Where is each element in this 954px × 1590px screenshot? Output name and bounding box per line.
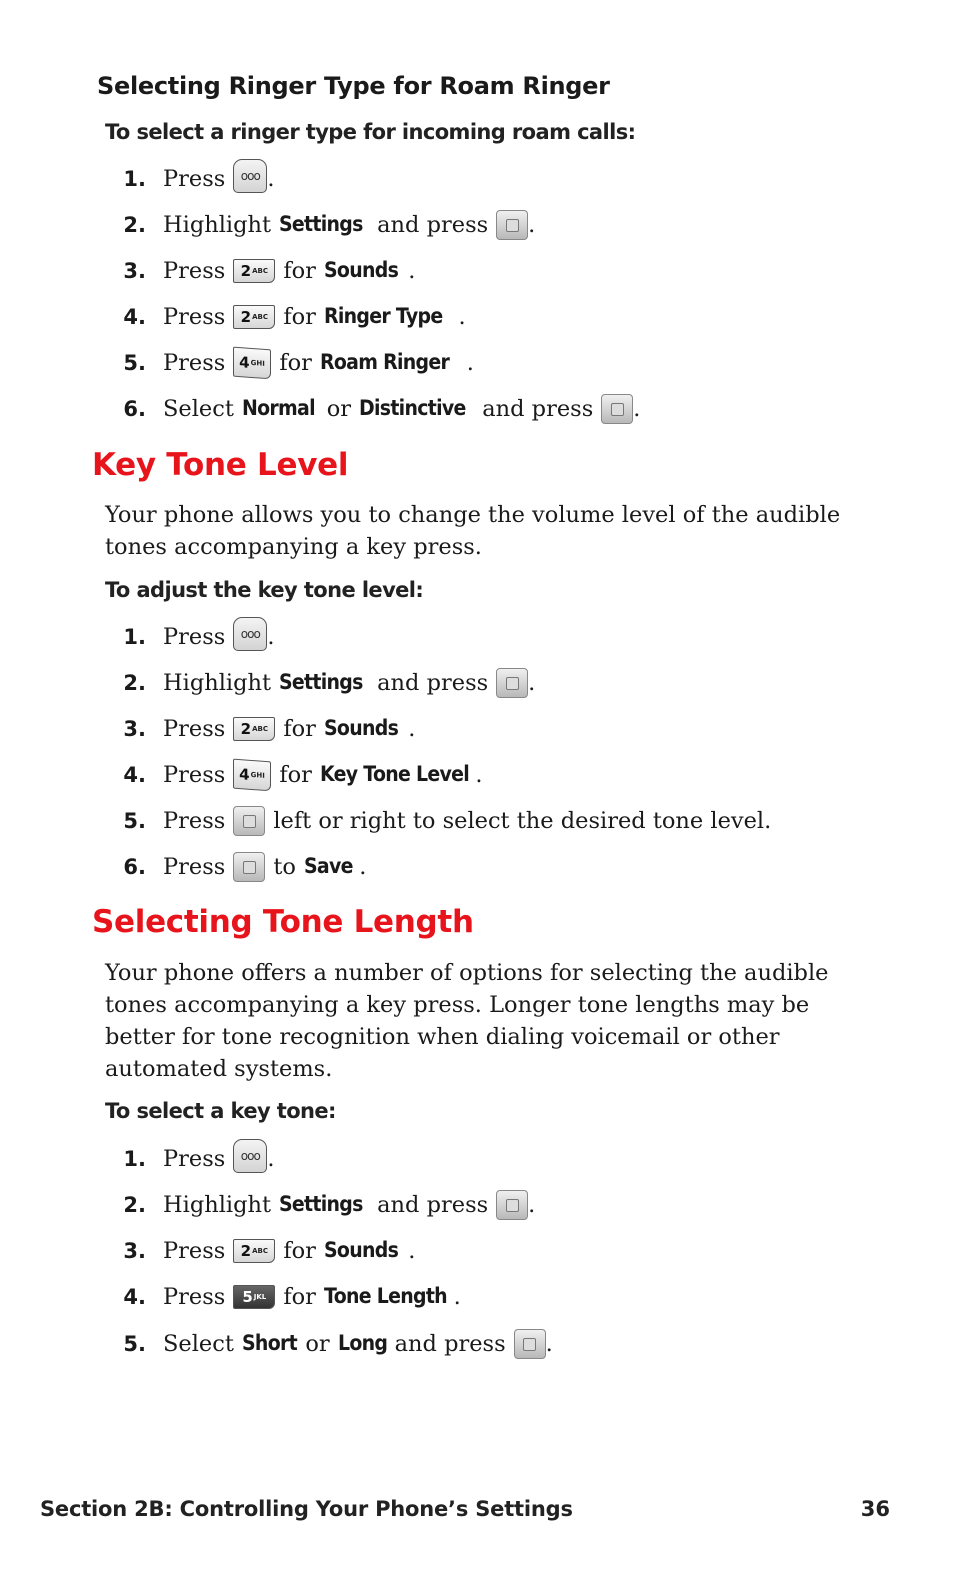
step-text: Select	[163, 1331, 234, 1357]
step-text: for	[279, 762, 312, 788]
step-text: or	[326, 396, 352, 422]
step-text: .	[528, 212, 536, 238]
step-text: and press	[377, 1192, 489, 1218]
step-text: .	[545, 1331, 553, 1357]
key-4-ghi-icon: 4 GHI	[233, 759, 271, 792]
key-2-abc-icon: 2 ABC	[233, 1239, 275, 1263]
instruction-lead: To select a ringer type for incoming roam calls:	[105, 120, 636, 144]
step-text: for	[283, 716, 316, 742]
menu-option-label: Distinctive	[359, 396, 466, 421]
step-text: Press	[163, 350, 226, 376]
menu-option-label: Sounds	[323, 1238, 399, 1263]
step-text: Press	[163, 304, 226, 330]
section-paragraph: Your phone allows you to change the volume level of the audible tones accompanying a key press.	[105, 502, 841, 560]
step-number: 5.	[123, 351, 146, 375]
step-number: 1.	[123, 167, 146, 191]
step-text: Press	[163, 1146, 226, 1172]
step-text: Highlight	[163, 212, 272, 238]
instruction-lead: To select a key tone:	[105, 1099, 336, 1123]
menu-option-label: Settings	[279, 1192, 363, 1217]
ok-navigation-key-icon	[496, 668, 528, 698]
step-text: Select	[163, 396, 234, 422]
ok-navigation-key-icon	[496, 1190, 528, 1220]
menu-option-label: Sounds	[323, 716, 399, 741]
step-text: .	[528, 1192, 536, 1218]
menu-option-label: Normal	[241, 396, 315, 421]
step-text: .	[528, 670, 536, 696]
menu-option-label: Tone Length	[323, 1284, 447, 1309]
step-text: and press	[394, 1331, 506, 1357]
step-number: 3.	[123, 1239, 146, 1263]
step-number: 1.	[123, 1147, 146, 1171]
ok-navigation-key-icon	[496, 210, 528, 240]
step-text: and press	[482, 396, 594, 422]
menu-option-label: Key Tone Level	[319, 762, 470, 787]
step-text: or	[305, 1331, 330, 1357]
step-text: for	[283, 1238, 316, 1264]
menu-option-label: Ringer Type	[323, 304, 443, 329]
step-text: Highlight	[163, 670, 272, 696]
key-2-abc-icon: 2 ABC	[233, 259, 275, 283]
step-number: 6.	[123, 397, 146, 421]
step-text: Press	[163, 1284, 226, 1310]
menu-option-label: Settings	[279, 212, 363, 237]
step-text: .	[458, 304, 466, 330]
step-text: .	[466, 350, 474, 376]
footer-section-title: Section 2B: Controlling Your Phone’s Settings	[40, 1497, 573, 1521]
key-4-ghi-icon: 4 GHI	[233, 347, 271, 380]
step-text: .	[408, 258, 416, 284]
section-heading-roam-ringer: Selecting Ringer Type for Roam Ringer	[97, 72, 610, 100]
ok-navigation-key-icon	[601, 394, 633, 424]
step-text: for	[283, 258, 316, 284]
step-number: 3.	[123, 717, 146, 741]
step-text: Press	[163, 854, 226, 880]
step-number: 4.	[123, 305, 146, 329]
ok-navigation-key-icon	[233, 852, 265, 882]
key-2-abc-icon: 2 ABC	[233, 717, 275, 741]
step-number: 2.	[123, 213, 146, 237]
page-number: 36	[860, 1497, 890, 1521]
step-text: .	[453, 1284, 461, 1310]
menu-option-label: Short	[241, 1331, 297, 1356]
step-number: 5.	[123, 1332, 146, 1356]
step-text: Press	[163, 762, 226, 788]
step-text: .	[475, 762, 483, 788]
step-text: .	[408, 716, 416, 742]
step-text: .	[408, 1238, 416, 1264]
step-text: Press	[163, 716, 226, 742]
step-text: for	[283, 1284, 316, 1310]
menu-option-label: Save	[303, 854, 353, 879]
step-text: .	[267, 1146, 275, 1172]
step-text: Press	[163, 808, 226, 834]
step-text: for	[279, 350, 312, 376]
step-text: Highlight	[163, 1192, 272, 1218]
step-text: and press	[377, 212, 489, 238]
step-text: left or right to select the desired tone level.	[273, 808, 772, 834]
key-5-jkl-icon: 5 JKL	[233, 1285, 275, 1309]
page-footer	[40, 1497, 890, 1525]
menu-key-icon: ooo	[233, 159, 267, 193]
step-number: 2.	[123, 1193, 146, 1217]
step-text: .	[267, 166, 275, 192]
step-text: Press	[163, 166, 226, 192]
step-number: 2.	[123, 671, 146, 695]
step-number: 5.	[123, 809, 146, 833]
step-number: 3.	[123, 259, 146, 283]
menu-key-icon: ooo	[233, 617, 267, 651]
step-number: 1.	[123, 625, 146, 649]
step-text: Press	[163, 1238, 226, 1264]
instruction-lead: To adjust the key tone level:	[105, 578, 424, 602]
step-text: Press	[163, 624, 226, 650]
step-text: .	[267, 624, 275, 650]
menu-option-label: Settings	[279, 670, 363, 695]
step-text: .	[633, 396, 641, 422]
step-number: 4.	[123, 763, 146, 787]
ok-navigation-key-icon	[233, 806, 265, 836]
step-text: .	[359, 854, 367, 880]
step-number: 6.	[123, 855, 146, 879]
section-heading-tone-length: Selecting Tone Length	[92, 904, 474, 940]
menu-key-icon: ooo	[233, 1139, 267, 1173]
key-2-abc-icon: 2 ABC	[233, 305, 275, 329]
step-number: 4.	[123, 1285, 146, 1309]
menu-option-label: Roam Ringer	[319, 350, 450, 375]
section-heading-key-tone-level: Key Tone Level	[92, 447, 349, 483]
menu-option-label: Long	[337, 1331, 387, 1356]
menu-option-label: Sounds	[323, 258, 399, 283]
step-text: to	[273, 854, 296, 880]
ok-navigation-key-icon	[514, 1329, 546, 1359]
step-text: Press	[163, 258, 226, 284]
section-paragraph: Your phone offers a number of options for selecting the audible tones accompanying a key press. Longer tone lengths may be better for tone recognition when dialing voicemail or other automated systems.	[105, 960, 829, 1082]
step-text: for	[283, 304, 316, 330]
step-text: and press	[377, 670, 489, 696]
